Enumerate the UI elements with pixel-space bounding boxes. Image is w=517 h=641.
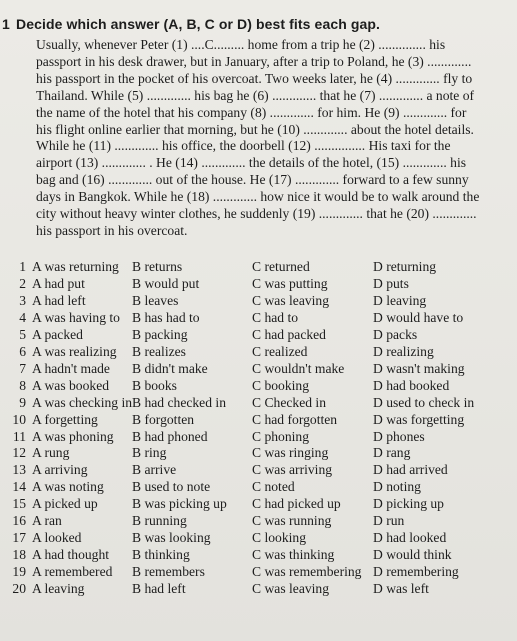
- option-d: D had arrived: [373, 462, 448, 478]
- option-a: A looked: [32, 530, 82, 546]
- option-a: A had thought: [32, 547, 110, 563]
- option-d: D noting: [373, 479, 421, 495]
- option-a: A was returning: [32, 259, 119, 274]
- option-c: C had forgotten: [252, 411, 338, 427]
- passage-line: days in Bangkok. While he (18) ............. how nice it would be to walk around the: [36, 189, 480, 205]
- option-row: [0, 378, 517, 395]
- passage-line: his passport in his overcoat.: [36, 222, 188, 238]
- question-number: 12: [12, 445, 26, 461]
- option-d: D was left: [373, 581, 429, 597]
- option-row: [0, 445, 517, 462]
- option-a: A rung: [32, 445, 70, 461]
- option-a: A was phoning: [32, 428, 114, 444]
- option-a: A forgetting: [32, 411, 98, 427]
- question-number: 9: [19, 394, 26, 410]
- option-d: D run: [373, 513, 405, 529]
- option-row: [0, 327, 517, 344]
- gap-fill-passage: [36, 37, 478, 240]
- option-a: A had put: [32, 275, 85, 291]
- option-row: [0, 479, 517, 496]
- option-a: A had left: [32, 292, 86, 308]
- question-number: 20: [12, 581, 26, 597]
- option-d: D would have to: [373, 309, 464, 325]
- option-c: C noted: [252, 479, 295, 495]
- option-d: D would think: [373, 547, 452, 563]
- passage-line: passport in his desk drawer, but in January, after a trip to Poland, he (3) .............: [36, 53, 472, 69]
- option-row: [0, 547, 517, 564]
- question-number: 19: [12, 564, 26, 580]
- option-b: B returns: [132, 259, 183, 274]
- option-c: C Checked in: [252, 394, 326, 410]
- option-b: B had phoned: [132, 428, 208, 444]
- option-b: B thinking: [132, 547, 190, 563]
- option-d: D returning: [373, 259, 437, 274]
- question-number: 14: [12, 479, 26, 495]
- passage-line: city without heavy winter clothes, he suddenly (19) ............. that he (20) .............: [36, 206, 477, 222]
- option-b: B packing: [132, 326, 188, 342]
- question-number: 10: [12, 411, 26, 427]
- option-d: D realizing: [373, 343, 434, 359]
- option-row: [0, 496, 517, 513]
- option-b: B remembers: [132, 564, 205, 580]
- option-a: A remembered: [32, 564, 113, 580]
- option-row: [0, 344, 517, 361]
- option-b: B was looking: [132, 530, 211, 546]
- exercise-number: 1: [2, 16, 10, 32]
- option-b: B running: [132, 513, 187, 529]
- exercise-instruction: Decide which answer (A, B, C or D) best fits each gap.: [16, 16, 381, 32]
- option-row: [0, 581, 517, 598]
- option-c: C was ringing: [252, 445, 329, 461]
- option-b: B realizes: [132, 343, 186, 359]
- option-d: D had looked: [373, 530, 447, 546]
- passage-line: his passport in the pocket of his overcoat. Two weeks later, he (4) ............. fly to: [36, 70, 473, 86]
- option-b: B was picking up: [132, 496, 227, 512]
- option-a: A arriving: [32, 462, 88, 478]
- option-b: B ring: [132, 445, 167, 461]
- option-c: C was running: [252, 513, 332, 529]
- question-number: 11: [12, 428, 26, 444]
- option-d: D remembering: [373, 564, 459, 580]
- option-c: C was remembering: [252, 564, 362, 580]
- option-d: D was forgetting: [373, 411, 465, 427]
- option-d: D puts: [373, 275, 409, 291]
- option-row: [0, 412, 517, 429]
- option-b: B arrive: [132, 462, 177, 478]
- option-b: B used to note: [132, 479, 211, 495]
- option-d: D picking up: [373, 496, 444, 512]
- question-number: 5: [19, 326, 26, 342]
- option-a: A was having to: [32, 309, 120, 325]
- option-c: C was arriving: [252, 462, 333, 478]
- passage-line: Thailand. While (5) ............. his bag he (6) ............. that he (7) ............. a note of: [36, 87, 475, 103]
- option-c: C had packed: [252, 326, 326, 342]
- option-b: B didn't make: [132, 360, 208, 376]
- question-number: 17: [12, 530, 26, 546]
- option-c: C had picked up: [252, 496, 341, 512]
- question-number: 1: [19, 259, 26, 274]
- option-a: A leaving: [32, 581, 85, 597]
- question-number: 2: [19, 275, 26, 291]
- option-d: D leaving: [373, 292, 427, 308]
- option-row: [0, 395, 517, 412]
- question-number: 8: [19, 377, 26, 393]
- option-c: C was putting: [252, 275, 328, 291]
- option-d: D had booked: [373, 377, 450, 393]
- option-a: A was booked: [32, 377, 110, 393]
- option-row: [0, 462, 517, 479]
- option-a: A ran: [32, 513, 62, 529]
- passage-line: airport (13) ............. . He (14) ............. the details of the hotel, (15) ............. his: [36, 155, 467, 171]
- question-number: 6: [19, 343, 26, 359]
- passage-line: bag and (16) ............. out of the house. He (17) ............. forward to a few sunny: [36, 172, 469, 188]
- option-a: A packed: [32, 326, 83, 342]
- option-c: C returned: [252, 259, 310, 274]
- passage-line: Usually, whenever Peter (1) ....C......... home from a trip he (2) .............. his: [36, 37, 446, 52]
- option-a: A was realizing: [32, 343, 117, 359]
- option-c: C phoning: [252, 428, 310, 444]
- passage-line: his flight online earlier that morning, but he (10) ............. about the hotel details.: [36, 121, 474, 137]
- option-row: [0, 310, 517, 327]
- option-row: [0, 564, 517, 581]
- option-c: C was leaving: [252, 581, 330, 597]
- question-number: 4: [19, 309, 26, 325]
- question-number: 16: [12, 513, 26, 529]
- passage-line: the name of the hotel that his company (8) ............. for him. He (9) ............. for: [36, 104, 467, 120]
- passage-line: While he (11) ............. his office, the doorbell (12) ............... His taxi for the: [36, 138, 451, 154]
- option-c: C was thinking: [252, 547, 335, 563]
- option-a: A was noting: [32, 479, 104, 495]
- option-c: C looking: [252, 530, 307, 546]
- option-row: [0, 259, 517, 276]
- option-d: D packs: [373, 326, 418, 342]
- option-d: D rang: [373, 445, 411, 461]
- option-c: C wouldn't make: [252, 360, 345, 376]
- question-number: 18: [12, 547, 26, 563]
- option-row: [0, 530, 517, 547]
- option-b: B forgotten: [132, 411, 195, 427]
- option-d: D phones: [373, 428, 425, 444]
- question-number: 13: [12, 462, 26, 478]
- option-row: [0, 293, 517, 310]
- option-b: B books: [132, 377, 177, 393]
- option-a: A was checking in: [32, 394, 133, 410]
- option-c: C realized: [252, 343, 308, 359]
- option-b: B had checked in: [132, 394, 226, 410]
- option-row: [0, 361, 517, 378]
- option-row: [0, 513, 517, 530]
- question-number: 3: [19, 292, 26, 308]
- option-a: A hadn't made: [32, 360, 110, 376]
- option-c: C had to: [252, 309, 299, 325]
- question-number: 7: [19, 360, 26, 376]
- option-b: B leaves: [132, 292, 179, 308]
- option-b: B has had to: [132, 309, 200, 325]
- question-number: 15: [12, 496, 26, 512]
- option-a: A picked up: [32, 496, 98, 512]
- option-d: D used to check in: [373, 394, 475, 410]
- option-b: B had left: [132, 581, 186, 597]
- option-c: C was leaving: [252, 292, 330, 308]
- option-row: [0, 429, 517, 446]
- option-d: D wasn't making: [373, 360, 465, 376]
- option-b: B would put: [132, 275, 200, 291]
- option-row: [0, 276, 517, 293]
- option-c: C booking: [252, 377, 310, 393]
